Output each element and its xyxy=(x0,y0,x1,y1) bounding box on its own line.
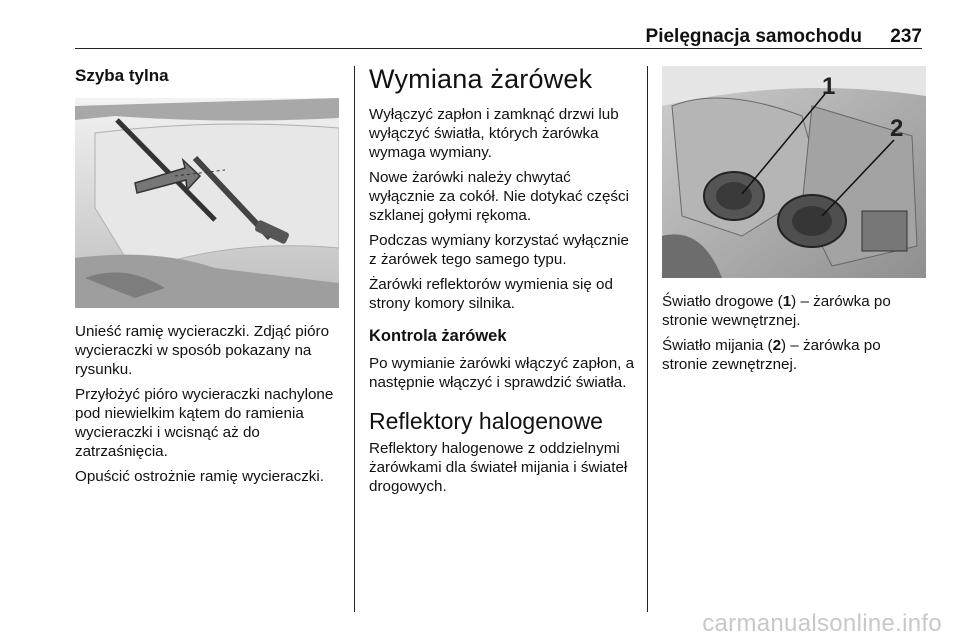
paragraph-high-beam: Światło drogowe (1) – żarówka po stronie wewnętrznej. xyxy=(662,293,891,329)
heading-rear-window: Szyba tylna xyxy=(75,66,169,85)
paragraph: Opuścić ostrożnie ramię wycieraczki. xyxy=(75,468,324,485)
paragraph: Przyłożyć pióro wycieraczki nachylone pod niewielkim kątem do ramienia wycieraczki i wcisnąć aż do zatrzaśnięcia. xyxy=(75,386,334,460)
paragraph: Reflektory halogenowe z oddzielnymi żarówkami dla świateł mijania i świateł drogowych. xyxy=(369,440,628,495)
page-header xyxy=(75,22,922,49)
paragraph: Podczas wymiany korzystać wyłącznie z żarówek tego samego typu. xyxy=(369,232,629,268)
heading-halogen-headlights: Reflektory halogenowe xyxy=(369,408,603,434)
heading-bulb-replacement: Wymiana żarówek xyxy=(369,64,593,94)
headlight-illustration xyxy=(662,66,926,278)
paragraph: Nowe żarówki należy chwytać wyłącznie za cokół. Nie dotykać części szklanej gołymi rękoma. xyxy=(369,169,629,224)
column-divider xyxy=(647,66,648,612)
paragraph-low-beam: Światło mijania (2) – żarówka po stronie zewnętrznej. xyxy=(662,337,881,373)
watermark: carmanualsonline.info xyxy=(702,610,942,637)
paragraph: Unieść ramię wycieraczki. Zdjąć pióro wycieraczki w sposób pokazany na rysunku. xyxy=(75,323,330,378)
callout-1: 1 xyxy=(822,73,836,100)
heading-bulb-check: Kontrola żarówek xyxy=(369,327,507,345)
column-divider xyxy=(354,66,355,612)
callout-2: 2 xyxy=(890,115,904,142)
section-title: Pielęgnacja samochodu xyxy=(645,26,862,47)
paragraph: Wyłączyć zapłon i zamknąć drzwi lub wyłączyć światła, których żarówka wymaga wymiany. xyxy=(369,106,619,161)
paragraph: Po wymianie żarówki włączyć zapłon, a następnie włączyć i sprawdzić światła. xyxy=(369,355,635,391)
page-number: 237 xyxy=(890,26,922,47)
paragraph: Żarówki reflektorów wymienia się od strony komory silnika. xyxy=(369,276,613,312)
column-right xyxy=(662,60,926,380)
column-left xyxy=(75,60,341,492)
wiper-illustration xyxy=(75,98,339,308)
column-middle xyxy=(369,60,637,502)
